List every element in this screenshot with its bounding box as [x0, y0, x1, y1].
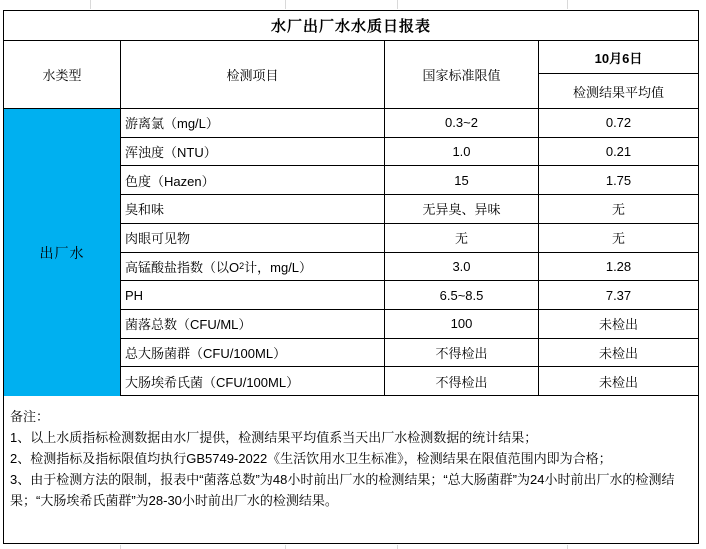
grid-tick — [120, 545, 121, 549]
grid-tick — [567, 545, 568, 549]
note-item: 2、检测指标及指标限值均执行GB5749-2022《生活饮用水卫生标准》，检测结果在限值范围内即为合格； — [10, 451, 612, 466]
cell-limit: 无 — [385, 224, 539, 252]
grid-tick — [397, 545, 398, 549]
cell-item: PH — [121, 281, 385, 309]
cell-item: 总大肠菌群（CFU/100ML） — [121, 339, 385, 367]
cell-limit: 15 — [385, 166, 539, 194]
cell-result: 1.28 — [605, 258, 632, 274]
grid-tick — [285, 0, 286, 9]
cell-limit: 100 — [385, 310, 539, 338]
cell-result: 未检出 — [598, 374, 638, 390]
notes-section — [4, 396, 698, 543]
data-rows — [121, 109, 698, 396]
page-title: 水厂出厂水水质日报表 — [4, 11, 698, 41]
cell-limit: 6.5~8.5 — [385, 281, 539, 309]
notes-label: 备注： — [10, 409, 50, 424]
note-item: 1、以上水质指标检测数据由水厂提供，检测结果平均值系当天出厂水检测数据的统计结果； — [10, 430, 538, 445]
cell-result: 无 — [611, 231, 625, 247]
table-row — [121, 166, 698, 195]
table-row — [121, 109, 698, 138]
header-water-type: 水类型 — [4, 41, 121, 108]
cell-item: 游离氯（mg/L） — [121, 109, 385, 137]
table-row — [121, 310, 698, 339]
cell-limit: 1.0 — [385, 138, 539, 166]
cell-result: 7.37 — [605, 287, 632, 303]
cell-result: 0.21 — [605, 144, 632, 160]
cell-result: 1.75 — [605, 172, 632, 188]
cell-limit: 不得检出 — [385, 367, 539, 395]
cell-item: 菌落总数（CFU/ML） — [121, 310, 385, 338]
table-row — [121, 367, 698, 396]
table-row — [121, 138, 698, 167]
water-type-cell: 出厂水 — [4, 109, 121, 396]
cell-item: 肉眼可见物 — [121, 224, 385, 252]
table-body — [4, 109, 698, 396]
cell-limit: 无异臭、异味 — [385, 195, 539, 223]
cell-item: 色度（Hazen） — [121, 166, 385, 194]
header-date-group — [539, 41, 698, 108]
cell-result: 无 — [611, 202, 625, 218]
header-national-limit: 国家标准限值 — [385, 41, 539, 108]
cell-item: 大肠埃希氏菌（CFU/100ML） — [121, 367, 385, 395]
cell-limit: 3.0 — [385, 253, 539, 281]
cell-result: 未检出 — [598, 317, 638, 333]
grid-tick — [285, 545, 286, 549]
table-row — [121, 224, 698, 253]
cell-item: 臭和味 — [121, 195, 385, 223]
table-row — [121, 339, 698, 368]
cell-limit: 0.3~2 — [385, 109, 539, 137]
table-row — [121, 195, 698, 224]
header-date: 10月6日 — [539, 41, 698, 74]
cell-item: 高锰酸盐指数（以O 2 计，mg/L） — [121, 253, 385, 281]
cell-result: 未检出 — [598, 345, 638, 361]
header-result-avg: 检测结果平均值 — [572, 84, 664, 100]
table-row — [121, 281, 698, 310]
grid-tick — [567, 0, 568, 9]
cell-limit: 不得检出 — [385, 339, 539, 367]
grid-tick — [90, 0, 91, 9]
table-row — [121, 253, 698, 282]
note-item: 3、由于检测方法的限制，报表中“菌落总数”为48小时前出厂水的检测结果；“总大肠菌群”为24小时前出厂水的检测结果；“大肠埃希氏菌群”为28-30小时前出厂水的检测结果。 — [10, 472, 675, 508]
cell-item: 浑浊度（NTU） — [121, 138, 385, 166]
grid-tick — [397, 0, 398, 9]
report-table — [3, 10, 699, 544]
table-header — [4, 41, 698, 109]
header-test-item: 检测项目 — [121, 41, 385, 108]
cell-result: 0.72 — [605, 115, 632, 131]
